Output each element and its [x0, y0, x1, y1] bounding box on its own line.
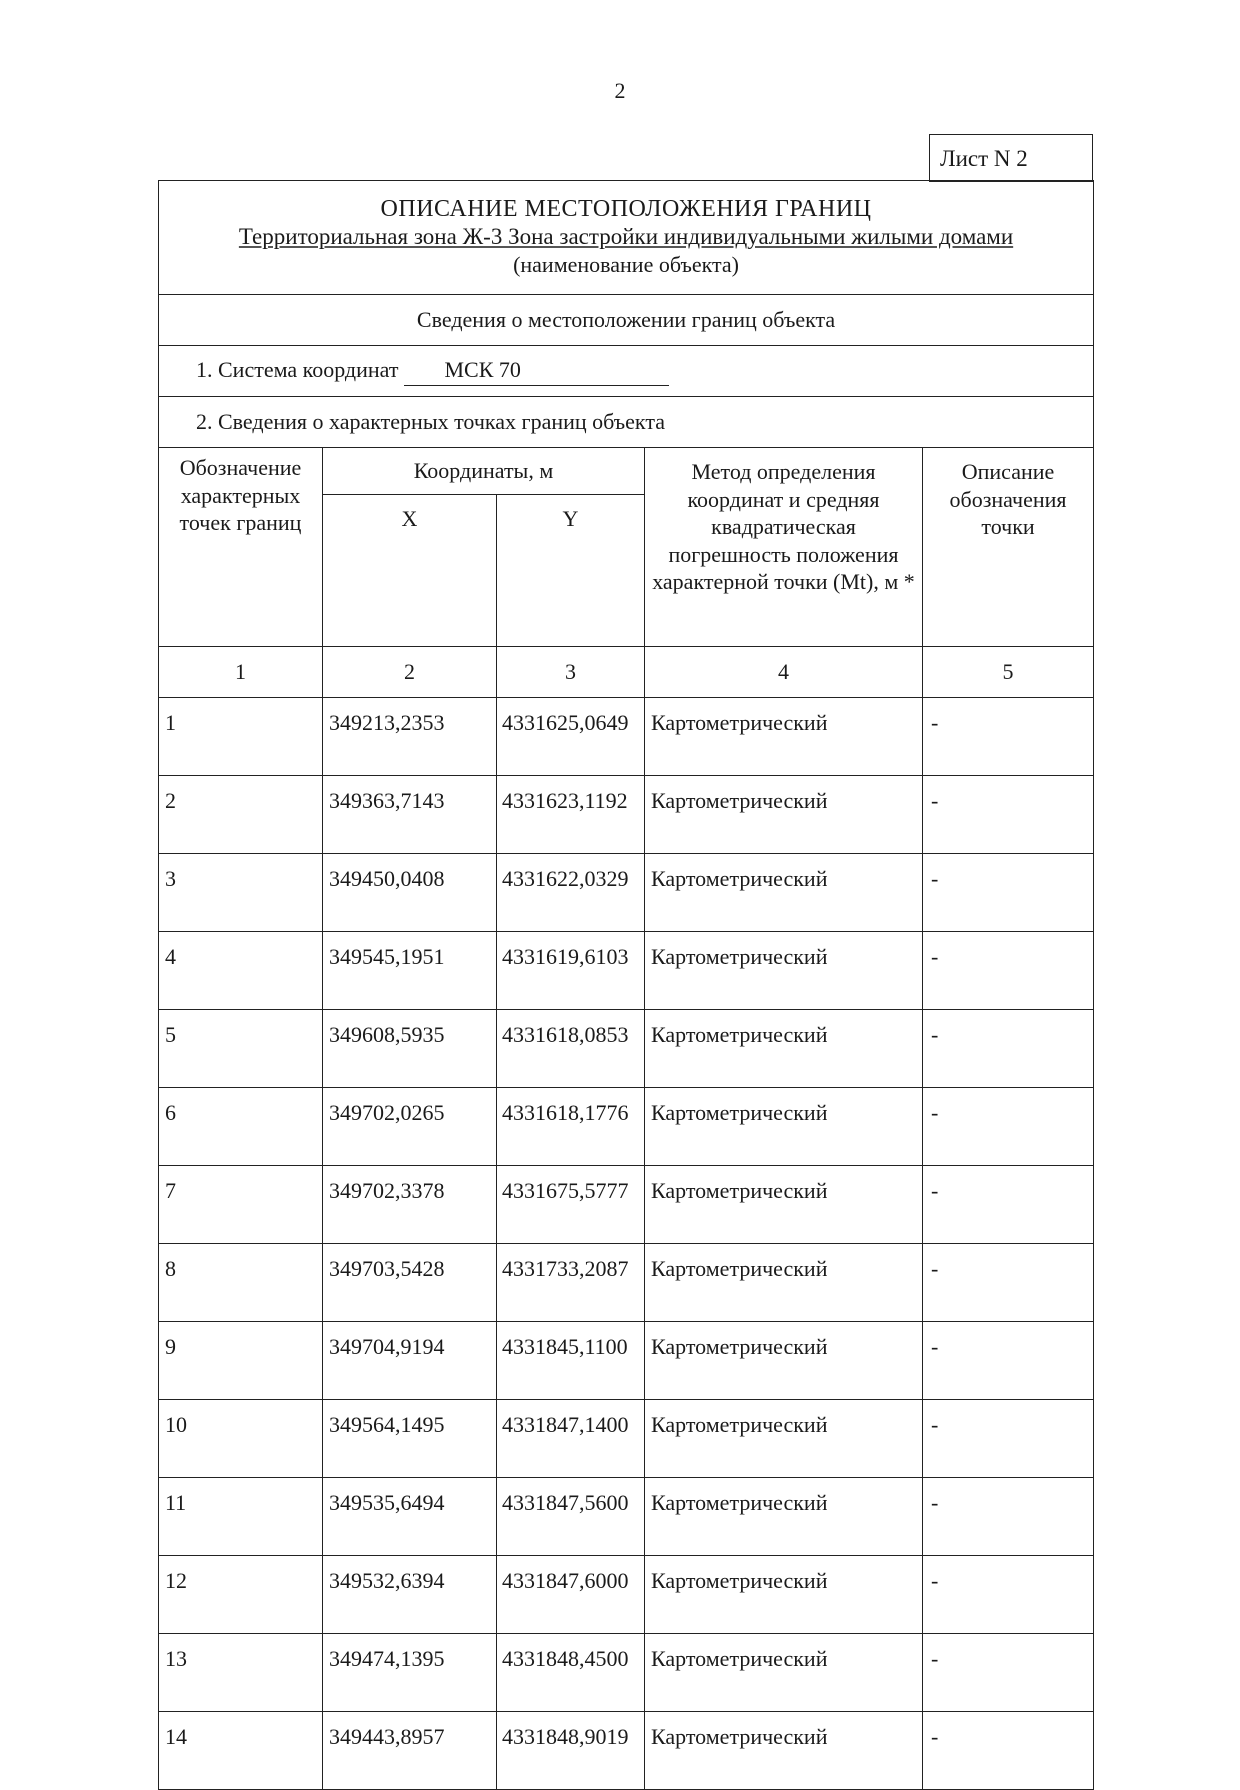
- column-number: 3: [497, 647, 645, 698]
- table-row: [159, 1712, 1094, 1790]
- point-description: -: [923, 1556, 1094, 1634]
- points-heading: 2. Сведения о характерных точках границ объекта: [159, 397, 1094, 448]
- header-x: X: [323, 495, 497, 647]
- point-id: 10: [159, 1400, 323, 1478]
- point-y: 4331733,2087: [497, 1244, 645, 1322]
- point-id: 8: [159, 1244, 323, 1322]
- point-id: 7: [159, 1166, 323, 1244]
- column-number: 4: [645, 647, 923, 698]
- point-description: -: [923, 1400, 1094, 1478]
- point-description: -: [923, 1010, 1094, 1088]
- point-description: -: [923, 1244, 1094, 1322]
- point-method: Картометрический: [645, 1166, 923, 1244]
- table-row: [159, 1088, 1094, 1166]
- point-method: Картометрический: [645, 1556, 923, 1634]
- table-row: [159, 776, 1094, 854]
- point-y: 4331847,6000: [497, 1556, 645, 1634]
- point-id: 13: [159, 1634, 323, 1712]
- point-description: -: [923, 1166, 1094, 1244]
- column-number: 2: [323, 647, 497, 698]
- point-description: -: [923, 854, 1094, 932]
- table-row: [159, 1010, 1094, 1088]
- point-y: 4331675,5777: [497, 1166, 645, 1244]
- object-name: Территориальная зона Ж-3 Зона застройки индивидуальными жилыми домами: [238, 224, 1014, 249]
- point-id: 9: [159, 1322, 323, 1400]
- point-description: -: [923, 932, 1094, 1010]
- header-description: Описание обозначения точки: [923, 448, 1094, 647]
- point-x: 349702,0265: [323, 1088, 497, 1166]
- coordinate-system-label: 1. Система координат: [196, 356, 399, 382]
- point-x: 349545,1951: [323, 932, 497, 1010]
- section-title: Сведения о местоположении границ объекта: [159, 295, 1094, 346]
- point-y: 4331848,4500: [497, 1634, 645, 1712]
- point-description: -: [923, 1712, 1094, 1790]
- point-method: Картометрический: [645, 1010, 923, 1088]
- table-row: [159, 1400, 1094, 1478]
- point-description: -: [923, 776, 1094, 854]
- table-row: [159, 1166, 1094, 1244]
- point-id: 6: [159, 1088, 323, 1166]
- point-x: 349532,6394: [323, 1556, 497, 1634]
- point-id: 2: [159, 776, 323, 854]
- table-row: [159, 1244, 1094, 1322]
- table-row: [159, 854, 1094, 932]
- point-description: -: [923, 1088, 1094, 1166]
- coordinate-system-row: [159, 346, 1094, 397]
- point-id: 5: [159, 1010, 323, 1088]
- table-row: [159, 1634, 1094, 1712]
- point-method: Картометрический: [645, 698, 923, 776]
- point-y: 4331619,6103: [497, 932, 645, 1010]
- point-method: Картометрический: [645, 776, 923, 854]
- column-numbers-row: [159, 647, 1094, 698]
- table-row: [159, 932, 1094, 1010]
- point-id: 1: [159, 698, 323, 776]
- point-x: 349363,7143: [323, 776, 497, 854]
- table-row: [159, 1556, 1094, 1634]
- table-row: [159, 1478, 1094, 1556]
- point-y: 4331623,1192: [497, 776, 645, 854]
- point-id: 12: [159, 1556, 323, 1634]
- point-x: 349213,2353: [323, 698, 497, 776]
- point-description: -: [923, 1634, 1094, 1712]
- point-x: 349704,9194: [323, 1322, 497, 1400]
- object-name-caption: (наименование объекта): [513, 252, 739, 277]
- point-method: Картометрический: [645, 1478, 923, 1556]
- point-id: 11: [159, 1478, 323, 1556]
- boundary-description-table: [158, 180, 1094, 1790]
- point-y: 4331625,0649: [497, 698, 645, 776]
- point-y: 4331847,5600: [497, 1478, 645, 1556]
- point-y: 4331622,0329: [497, 854, 645, 932]
- point-x: 349443,8957: [323, 1712, 497, 1790]
- header-y: Y: [497, 495, 645, 647]
- point-x: 349564,1495: [323, 1400, 497, 1478]
- point-y: 4331845,1100: [497, 1322, 645, 1400]
- point-x: 349608,5935: [323, 1010, 497, 1088]
- header-coordinates: Координаты, м: [323, 448, 645, 495]
- point-method: Картометрический: [645, 1322, 923, 1400]
- point-method: Картометрический: [645, 1400, 923, 1478]
- table-row: [159, 1322, 1094, 1400]
- table-row: [159, 698, 1094, 776]
- point-description: -: [923, 698, 1094, 776]
- point-y: 4331848,9019: [497, 1712, 645, 1790]
- point-method: Картометрический: [645, 1244, 923, 1322]
- point-method: Картометрический: [645, 932, 923, 1010]
- title-block: [159, 181, 1094, 295]
- point-x: 349474,1395: [323, 1634, 497, 1712]
- page-number: 2: [614, 78, 626, 103]
- document-title: ОПИСАНИЕ МЕСТОПОЛОЖЕНИЯ ГРАНИЦ: [380, 196, 872, 222]
- point-x: 349703,5428: [323, 1244, 497, 1322]
- point-description: -: [923, 1478, 1094, 1556]
- column-number: 5: [923, 647, 1094, 698]
- point-method: Картометрический: [645, 1712, 923, 1790]
- point-method: Картометрический: [645, 1088, 923, 1166]
- point-x: 349535,6494: [323, 1478, 497, 1556]
- point-x: 349450,0408: [323, 854, 497, 932]
- point-description: -: [923, 1322, 1094, 1400]
- header-designation: Обозначение характерных точек границ: [159, 448, 323, 647]
- column-number: 1: [159, 647, 323, 698]
- header-method: Метод определения координат и средняя квадратическая погрешность положения характерной точки (Mt), м *: [645, 448, 923, 647]
- point-y: 4331618,1776: [497, 1088, 645, 1166]
- point-method: Картометрический: [645, 1634, 923, 1712]
- point-method: Картометрический: [645, 854, 923, 932]
- point-id: 4: [159, 932, 323, 1010]
- point-x: 349702,3378: [323, 1166, 497, 1244]
- sheet-label: Лист N 2: [929, 134, 1093, 182]
- point-id: 3: [159, 854, 323, 932]
- point-y: 4331618,0853: [497, 1010, 645, 1088]
- point-id: 14: [159, 1712, 323, 1790]
- point-y: 4331847,1400: [497, 1400, 645, 1478]
- coordinate-system-value: МСК 70: [404, 357, 668, 386]
